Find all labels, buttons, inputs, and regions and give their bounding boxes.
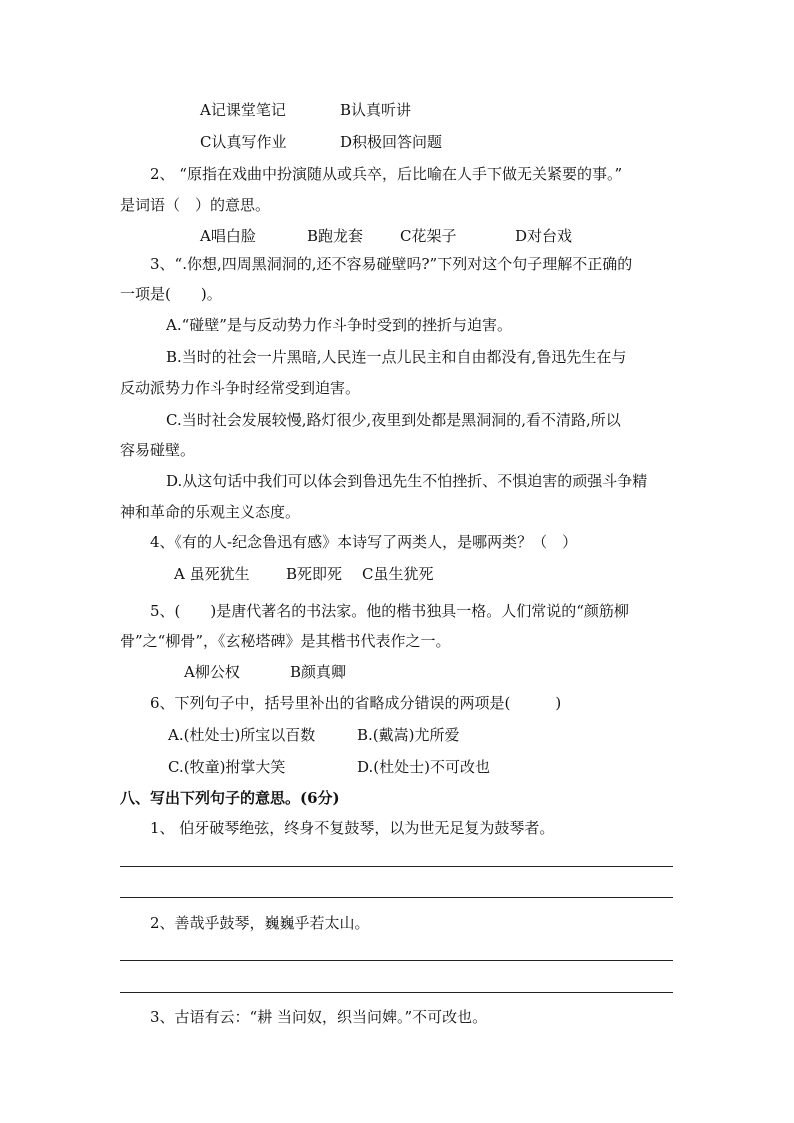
q3-option-c-line2: 容易碰壁。 [120, 441, 196, 459]
q6-option-a: A.(杜处士)所宝以百数 [168, 726, 316, 744]
q4-option-a: A 虽死犹生 [174, 565, 250, 583]
q5-stem-line1: 5、( )是唐代著名的书法家。他的楷书独具一格。人们常说的“颜筋柳 [150, 602, 629, 620]
q3-option-b-line2: 反动派势力作斗争时经常受到迫害。 [120, 379, 361, 397]
q3-stem-line1: 3、“.你想,四周黑洞洞的,还不容易碰壁吗?”下列对这个句子理解不正确的 [150, 255, 633, 273]
q3-option-d-line1: D.从这句话中我们可以体会到鲁迅先生不怕挫折、不惧迫害的顽强斗争精 [166, 472, 648, 490]
q1-option-a: A记课堂笔记 [200, 101, 286, 119]
q2-option-c: C花架子 [400, 227, 457, 245]
q5-option-b: B颜真卿 [290, 663, 347, 681]
q5-stem-line2: 骨”之“柳骨”，《玄秘塔碑》是其楷书代表作之一。 [120, 632, 451, 650]
q2-option-b: B跑龙套 [307, 227, 364, 245]
q3-option-b-line1: B.当时的社会一片黑暗,人民连一点儿民主和自由都没有,鲁迅先生在与 [166, 348, 627, 366]
q2-option-a: A唱白脸 [200, 227, 256, 245]
q1-option-b: B认真听讲 [340, 101, 412, 119]
q2-stem-line2: 是词语（ ）的意思。 [120, 196, 271, 214]
answer-line [120, 897, 673, 898]
q4-stem: 4、《有的人-纪念鲁迅有感》本诗写了两类人，是哪两类？（ ） [150, 533, 578, 551]
answer-line [120, 960, 673, 961]
section-8-sentence-3: 3、古语有云：“耕 当问奴，织当问婢。”不可改也。 [150, 1008, 488, 1026]
q1-option-c: C认真写作业 [200, 133, 287, 151]
answer-line [120, 866, 673, 867]
q6-option-b: B.(戴嵩)尤所爱 [357, 726, 460, 744]
q6-stem: 6、下列句子中，括号里补出的省略成分错误的两项是( ) [150, 694, 562, 712]
q3-option-d-line2: 神和革命的乐观主义态度。 [120, 503, 301, 521]
q2-stem-line1: 2、 “原指在戏曲中扮演随从或兵卒，后比喻在人手下做无关紧要的事。” [150, 165, 623, 183]
q4-option-c: C虽生犹死 [362, 565, 434, 583]
q6-option-c: C.(牧童)拊掌大笑 [168, 758, 286, 776]
q3-stem-line2: 一项是( )。 [120, 285, 222, 303]
section-8-sentence-2: 2、善哉乎鼓琴，巍巍乎若太山。 [150, 914, 370, 932]
answer-line [120, 992, 673, 993]
q4-option-b: B死即死 [286, 565, 343, 583]
q3-option-a: A.“碰壁”是与反动势力作斗争时受到的挫折与迫害。 [166, 316, 512, 334]
q5-option-a: A柳公权 [184, 663, 240, 681]
section-8-sentence-1: 1、 伯牙破琴绝弦，终身不复鼓琴，以为世无足复为鼓琴者。 [150, 819, 555, 837]
q6-option-d: D.(杜处士)不可改也 [357, 758, 490, 776]
q2-option-d: D对台戏 [515, 227, 573, 245]
q1-option-d: D积极回答问题 [340, 133, 443, 151]
q3-option-c-line1: C.当时社会发展较慢,路灯很少,夜里到处都是黑洞洞的,看不清路,所以 [166, 411, 621, 429]
section-8-heading: 八、写出下列句子的意思。(6分) [120, 789, 340, 807]
